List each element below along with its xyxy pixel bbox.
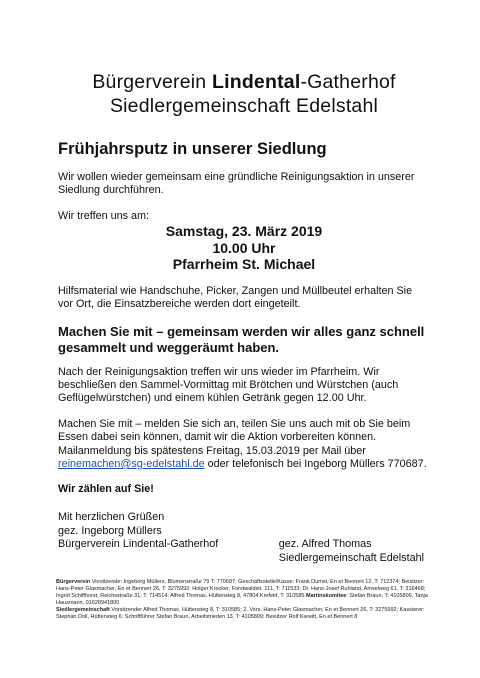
letterhead-bold-name: Lindental — [211, 71, 301, 93]
letterhead-line-1: Bürgerverein Lindental-Gatherhof — [92, 71, 396, 93]
signature-right — [279, 538, 424, 565]
event-details — [58, 223, 430, 273]
intro-paragraph: Wir wollen wieder gemeinsam eine gründliche Reinigungsaktion in unserer Siedlung durchführen. — [58, 171, 415, 197]
signature-left-org: Bürgerverein Lindental-Gatherhof — [58, 538, 219, 551]
closing-line: Wir zählen auf Sie! — [58, 483, 154, 496]
document-title: Frühjahrsputz in unserer Siedlung — [58, 140, 327, 158]
email-link[interactable]: reinemachen@sg-edelstahl.de — [58, 457, 205, 470]
event-date: Samstag, 23. März 2019 — [165, 223, 323, 240]
signature-left — [58, 525, 218, 565]
letterhead-line-2: Siedlergemeinschaft Edelstahl — [109, 95, 379, 117]
material-paragraph: Hilfsmaterial wie Handschuhe, Picker, Zangen und Müllbeutel erhalten Sie vor Ort, die Einsatzbereiche werden dort eingeteilt. — [58, 284, 413, 311]
call-to-action: Machen Sie mit – gemeinsam werden wir alles ganz schnell gesammelt und weggeräumt haben. — [58, 323, 425, 355]
event-place: Pfarrheim St. Michael — [172, 256, 316, 273]
signature-left-name: gez. Ingeborg Müllers — [58, 524, 162, 537]
signatures — [58, 525, 430, 565]
event-time: 10.00 Uhr — [212, 239, 276, 256]
meet-text: Wir treffen uns am: — [58, 209, 150, 222]
signature-right-name: gez. Alfred Thomas — [278, 538, 372, 551]
signature-right-org: Siedlergemeinschaft Edelstahl — [278, 551, 424, 564]
letterhead — [58, 0, 430, 118]
register-paragraph: Machen Sie mit – melden Sie sich an, teilen Sie uns auch mit ob Sie beim Essen dabei sein können, damit wir die Aktion vorbereiten können. Mailanmeldung bis spätestens Freitag, 15.03.2019 per Mail über reinemachen@sg-edelstahl.de oder telefonisch bei Ingeborg Müllers 770687. — [58, 417, 427, 470]
after-paragraph: Nach der Reinigungsaktion treffen wir uns wieder im Pfarrheim. Wir beschließen den Sammel-Vormittag mit Brötchen und Würstchen (auch Geflügelwürstchen) und einem kühlen Getränk gegen 12.00 Uhr. — [58, 365, 399, 405]
footer-contacts: Bürgerverein Vorsitzende: Ingeborg Müllers, Blumenstraße 79 T: 770687; Geschäftsstelle/Kasse: Frank Dumst, En et Bennert 12, T: 712374; Beisitzer: Hans-Peter Glasmacher, En et Bennert 26, T: 3275992; Holger Krocker, Forstwaldstr. 111, T: 711533; Dr. Hans-Josef Ruhland, Amselweg 61, T: 316468; Ingrid Schiffhorst, Reichsstraße 31, T: 714514; Alfred Thomas, Hüttensteg 8, 47804 Krefeld, T: 310585 Martinskomitee: Stefan Braun, T: 4105809, Tanja Hausmann, 01628941800 Siedlergemeinschaft Vorsitzender Alfred Thomas, Hüttensteg 8, T: 310585; 2. Vors. Hans-Peter Glasmacher, En et Bennert 26, T: 3275992; Kassierer: Stephan Doll, Hüttensteg 6; Schriftführer Stefan Braun, Arbeitstrieden 13, T: 4105809; Beisitzer Rolf Kiewitt, En et Bennert 8 — [56, 578, 428, 620]
greeting: Mit herzlichen Grüßen — [58, 511, 165, 524]
